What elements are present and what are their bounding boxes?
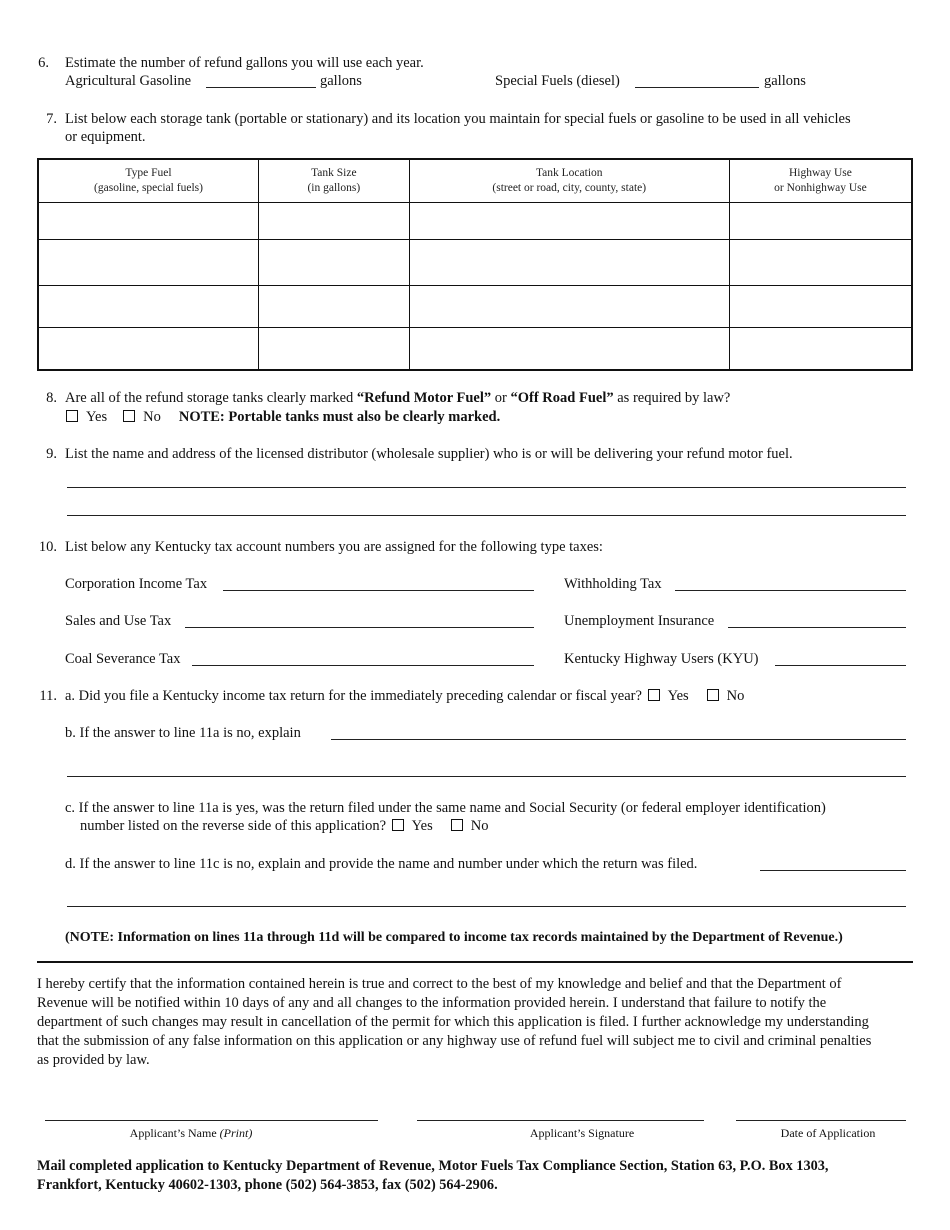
q6-sf-unit: gallons: [764, 73, 806, 89]
q11a-yes-checkbox[interactable]: [648, 689, 660, 701]
table-cell[interactable]: [38, 240, 258, 286]
q11a-text: a. Did you file a Kentucky income tax return for the immediately preceding calendar or fiscal year? Yes No: [65, 688, 745, 704]
applicant-name-label: Applicant’s Name (Print): [129, 1126, 253, 1140]
q11c-text-1: c. If the answer to line 11a is yes, was the return filed under the same name and Social Security (or federal employer identification): [65, 800, 826, 816]
certification-line-1: I hereby certify that the information contained herein is true and correct to the best of my knowledge and belief and that the Department of: [37, 976, 842, 992]
q6-sf-label: Special Fuels (diesel): [495, 73, 620, 89]
coal-severance-label: Coal Severance Tax: [65, 651, 181, 667]
section-divider: [37, 961, 913, 963]
q11c-no-checkbox[interactable]: [451, 819, 463, 831]
col-highway-use: Highway Use or Nonhighway Use: [729, 159, 912, 203]
unemployment-input[interactable]: [728, 627, 906, 628]
q9-text: List the name and address of the licensed distributor (wholesale supplier) who is or will be delivering your refund motor fuel.: [65, 446, 793, 462]
q11d-input-line-1[interactable]: [760, 870, 906, 871]
q10-number: 10.: [38, 539, 57, 555]
table-cell[interactable]: [258, 240, 409, 286]
certification-line-3: department of such changes may result in cancellation of the permit for which this application is filed. I further acknowledge my understanding: [37, 1014, 869, 1030]
table-cell[interactable]: [409, 286, 729, 328]
q8-yes-label: Yes: [86, 409, 108, 425]
q11d-text: d. If the answer to line 11c is no, explain and provide the name and number under which the return was filed.: [65, 856, 698, 872]
table-cell[interactable]: [38, 203, 258, 240]
unemployment-label: Unemployment Insurance: [564, 613, 715, 629]
table-cell[interactable]: [409, 203, 729, 240]
q8-yes-checkbox[interactable]: [66, 410, 78, 422]
application-date-label: Date of Application: [780, 1126, 876, 1140]
corp-income-input[interactable]: [223, 590, 534, 591]
table-cell[interactable]: [729, 286, 912, 328]
q7-text-1: List below each storage tank (portable or stationary) and its location you maintain for special fuels or gasoline to be used in all vehicles: [65, 111, 851, 127]
table-row: [38, 286, 912, 328]
table-row: [38, 328, 912, 370]
table-row: [38, 203, 912, 240]
q6-ag-input[interactable]: [206, 87, 316, 88]
q6-ag-label: Agricultural Gasoline: [65, 73, 192, 89]
q6-ag-unit: gallons: [320, 73, 362, 89]
sales-use-input[interactable]: [185, 627, 534, 628]
storage-tank-table: [37, 158, 913, 371]
q8-options: [66, 408, 500, 426]
q11b-text: b. If the answer to line 11a is no, explain: [65, 725, 301, 741]
q9-input-line-2[interactable]: [67, 515, 906, 516]
certification-line-4: that the submission of any false information on this application or any highway use of refund fuel will subject me to civil and criminal penalties: [37, 1033, 872, 1049]
coal-severance-input[interactable]: [192, 665, 534, 666]
q8-text: Are all of the refund storage tanks clearly marked “Refund Motor Fuel” or “Off Road Fuel” as required by law?: [65, 390, 731, 406]
q6-text: Estimate the number of refund gallons you will use each year.: [65, 55, 424, 71]
q11b-input-line-1[interactable]: [331, 739, 906, 740]
q11d-input-line-2[interactable]: [67, 906, 906, 907]
applicant-signature-label: Applicant’s Signature: [529, 1126, 635, 1140]
table-cell[interactable]: [38, 286, 258, 328]
corp-income-label: Corporation Income Tax: [65, 576, 208, 592]
q11a-no-label: No: [726, 688, 745, 704]
sales-use-label: Sales and Use Tax: [65, 613, 172, 629]
table-cell[interactable]: [409, 328, 729, 370]
q7-text-2: or equipment.: [65, 129, 146, 145]
q6-sf-input[interactable]: [635, 87, 759, 88]
table-cell[interactable]: [258, 286, 409, 328]
mail-instructions-line-2: Frankfort, Kentucky 40602-1303, phone (502) 564-3853, fax (502) 564-2906.: [37, 1177, 498, 1193]
application-date-input[interactable]: [736, 1120, 906, 1121]
q11-note: (NOTE: Information on lines 11a through 11d will be compared to income tax records maintained by the Department of Revenue.): [65, 930, 843, 945]
q8-no-label: No: [143, 409, 161, 425]
q11b-input-line-2[interactable]: [67, 776, 906, 777]
q11c-no-label: No: [470, 818, 489, 834]
col-tank-size: Tank Size (in gallons): [258, 159, 409, 203]
q10-text: List below any Kentucky tax account numbers you are assigned for the following type taxes:: [65, 539, 603, 555]
q8-no-checkbox[interactable]: [123, 410, 135, 422]
table-cell[interactable]: [729, 328, 912, 370]
table-cell[interactable]: [729, 203, 912, 240]
table-cell[interactable]: [258, 203, 409, 240]
q11-number: 11.: [39, 688, 57, 704]
kyu-label: Kentucky Highway Users (KYU): [564, 651, 759, 667]
applicant-name-input[interactable]: [45, 1120, 378, 1121]
mail-instructions-line-1: Mail completed application to Kentucky Department of Revenue, Motor Fuels Tax Compliance Section, Station 63, P.O. Box 1303,: [37, 1158, 829, 1174]
kyu-input[interactable]: [775, 665, 906, 666]
col-type-fuel: Type Fuel (gasoline, special fuels): [38, 159, 258, 203]
withholding-label: Withholding Tax: [564, 576, 662, 592]
q11c-yes-label: Yes: [411, 818, 433, 834]
applicant-signature-input[interactable]: [417, 1120, 704, 1121]
q6-number: 6.: [38, 55, 49, 71]
table-cell[interactable]: [38, 328, 258, 370]
q8-number: 8.: [46, 390, 57, 406]
q9-input-line-1[interactable]: [67, 487, 906, 488]
q8-note: NOTE: Portable tanks must also be clearly marked.: [178, 409, 501, 425]
q11c-yes-checkbox[interactable]: [392, 819, 404, 831]
col-tank-location: Tank Location (street or road, city, county, state): [409, 159, 729, 203]
certification-line-2: Revenue will be notified within 10 days of any and all changes to the information provided herein. I understand that failure to notify the: [37, 995, 827, 1011]
certification-line-5: as provided by law.: [37, 1052, 150, 1068]
table-cell[interactable]: [409, 240, 729, 286]
q7-number: 7.: [46, 111, 57, 127]
q11a-yes-label: Yes: [667, 688, 689, 704]
q9-number: 9.: [46, 446, 57, 462]
withholding-input[interactable]: [675, 590, 906, 591]
table-header-row: [38, 159, 912, 203]
table-row: [38, 240, 912, 286]
q11a-no-checkbox[interactable]: [707, 689, 719, 701]
table-cell[interactable]: [258, 328, 409, 370]
q11c-text-2: number listed on the reverse side of this application? Yes No: [80, 818, 489, 834]
table-cell[interactable]: [729, 240, 912, 286]
